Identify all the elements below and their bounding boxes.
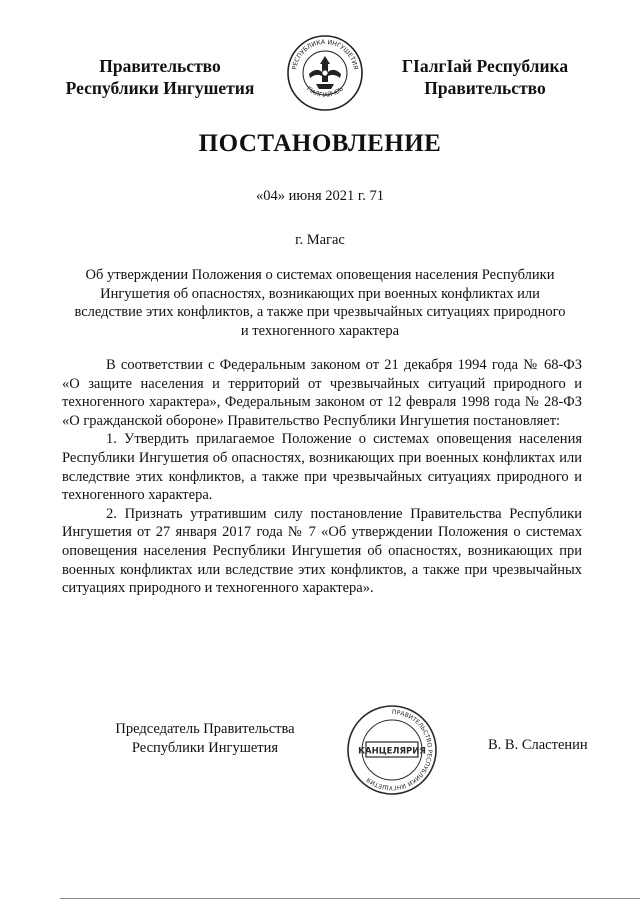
signatory-name: В. В. Сластенин bbox=[488, 737, 588, 753]
government-name-russian-line1: Правительство bbox=[99, 56, 221, 76]
government-name-ingush-line2: Правительство bbox=[424, 78, 546, 98]
chancellery-stamp-icon bbox=[346, 704, 438, 796]
government-name-ingush-line1: ГIалгIай Республика bbox=[401, 56, 569, 76]
document-date-number: «04» июня 2021 г. 71 bbox=[256, 188, 384, 204]
government-name-ingush bbox=[380, 55, 590, 99]
document-subject: Об утверждении Положения о системах оповещения населения Республики Ингушетия об опасностях, возникающих при военных конфликтах или вследствие этих конфликтов, а также при чрезвычайных ситуациях природного и техногенного характера bbox=[74, 267, 566, 339]
svg-text:РЕСПУБЛИКА ИНГУШЕТИЯ: РЕСПУБЛИКА ИНГУШЕТИЯ bbox=[291, 38, 359, 71]
government-name-russian bbox=[40, 55, 280, 99]
signatory-position-line2: Республики Ингушетия bbox=[131, 739, 279, 756]
document-title: ПОСТАНОВЛЕНИЕ bbox=[198, 130, 442, 157]
svg-text:ГIАЛГIАЙЧОЬ: ГIАЛГIАЙЧОЬ bbox=[305, 85, 345, 99]
signatory-position bbox=[90, 720, 320, 757]
svg-text:ПРАВИТЕЛЬСТВО РЕСПУБЛИКИ ИНГУШ: ПРАВИТЕЛЬСТВО РЕСПУБЛИКИ ИНГУШЕТИЯ bbox=[365, 708, 433, 792]
preamble-paragraph: В соответствии с Федеральным законом от 21 декабря 1994 года № 68-ФЗ «О защите населения и территорий от чрезвычайных ситуаций природного и техногенного характера», Федеральным законом от 12 февраля 1998 года № 28-ФЗ «О гражданской обороне» Правительство Республики Ингушетия постановляет: bbox=[62, 357, 582, 429]
svg-text:КАНЦЕЛЯРИЯ: КАНЦЕЛЯРИЯ bbox=[358, 746, 426, 757]
clause-1-paragraph: 1. Утвердить прилагаемое Положение о системах оповещения населения Республики Ингушетия об опасностях, возникающих при военных конфликтах или вследствие этих конфликтов, а также при чрезвычайных ситуациях природного и техногенного характера. bbox=[62, 431, 582, 504]
signatory-position-line1: Председатель Правительства bbox=[115, 721, 295, 737]
clause-2-paragraph: 2. Признать утратившим силу постановление Правительства Республики Ингушетия от 27 января 2017 года № 7 «Об утверждении Положения о системах оповещения населения Республики Ингушетия об опасностях, возникающих при военных конфликтах или вследствие этих конфликтов, а также при чрезвычайных ситуациях природного и техногенного характера». bbox=[62, 505, 582, 597]
government-name-russian-line2: Республики Ингушетия bbox=[65, 78, 255, 98]
document-body bbox=[62, 356, 582, 598]
coat-of-arms-icon bbox=[286, 34, 364, 112]
document-city: г. Магас bbox=[295, 232, 345, 248]
page-bottom-rule bbox=[60, 898, 640, 899]
